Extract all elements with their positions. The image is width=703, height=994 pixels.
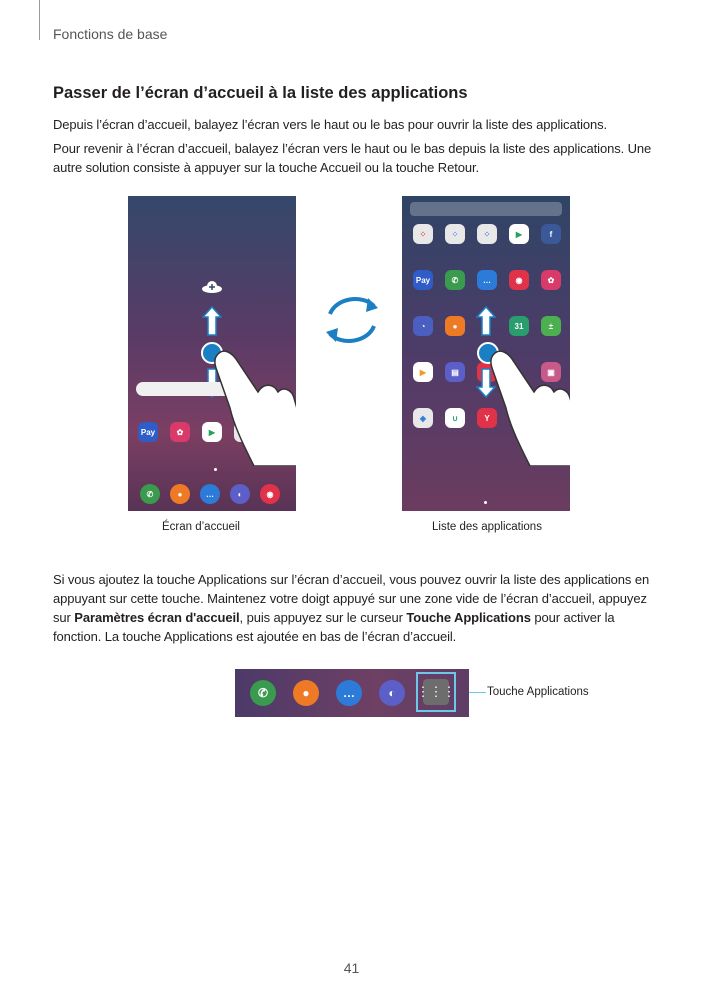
internet-icon: ◐ xyxy=(230,484,250,504)
hand-icon xyxy=(214,346,296,471)
caption-apps-list: Liste des applications xyxy=(432,521,542,533)
paragraph-3 xyxy=(53,570,653,646)
page-number: 41 xyxy=(343,960,360,976)
messages-icon: … xyxy=(200,484,220,504)
hand-icon xyxy=(490,346,570,471)
margin-rule xyxy=(39,0,40,40)
notes-icon: ▤ xyxy=(445,362,465,382)
paragraph-3-text: , puis appuyez sur le curseur xyxy=(239,610,407,625)
caption-apps-button: Touche Applications xyxy=(487,686,589,698)
contacts-icon: ● xyxy=(445,316,465,336)
page-indicator xyxy=(484,501,487,504)
store-icon: ▣ xyxy=(541,362,561,382)
gallery-icon: ✿ xyxy=(170,422,190,442)
switch-arrows-icon xyxy=(322,290,382,355)
clock-icon: ◔ xyxy=(413,316,433,336)
apps-button-highlight xyxy=(416,672,456,712)
play-store-icon: ▶ xyxy=(202,422,222,442)
samsung-pay-icon: Pay xyxy=(138,422,158,442)
internet-icon: ◐ xyxy=(379,680,405,706)
google-folder-icon: ⁘ xyxy=(445,224,465,244)
swipe-up-arrow-icon xyxy=(202,306,222,341)
calculator-icon: ± xyxy=(541,316,561,336)
phone-icon: ✆ xyxy=(445,270,465,290)
section-header: Fonctions de base xyxy=(53,26,168,42)
apps-grid-icon: ⋮⋮⋮ xyxy=(423,679,449,705)
phone-icon: ✆ xyxy=(140,484,160,504)
callout-line xyxy=(469,692,486,693)
paragraph-2: Pour revenir à l’écran d’accueil, balayez l’écran vers le haut ou le bas depuis la liste des applications. Une autre solution consiste à appuyer sur la touche Accueil ou la touche Retour. xyxy=(53,141,652,175)
swipe-up-arrow-icon xyxy=(476,306,496,341)
cloud-upload-icon xyxy=(201,280,223,292)
samsung-folder-icon: ⁘ xyxy=(413,224,433,244)
paragraph-3-text: pour activer la fonction. La touche Applications est ajoutée en bas de l’écran d’accueil. xyxy=(53,610,615,644)
camera-icon: ◉ xyxy=(260,484,280,504)
caption-home-screen: Écran d’accueil xyxy=(162,521,240,533)
camera-icon: ◉ xyxy=(509,270,529,290)
apps-list-illustration xyxy=(402,196,570,511)
gallery-icon: ✿ xyxy=(541,270,561,290)
video-icon: ▶ xyxy=(413,362,433,382)
samsung-pay-icon: Pay xyxy=(413,270,433,290)
youtube-icon: Y xyxy=(477,408,497,428)
finder-search-bar xyxy=(410,202,562,216)
calendar-icon: 31 xyxy=(509,316,529,336)
paragraph-3-text: Si vous ajoutez la touche Applications sur l’écran d’accueil, vous pouvez ouvrir la liste des applications en appuyant sur cette touche. Maintenez votre doigt appuyé sur une zone vide de l’écran d’accueil, appuyez sur xyxy=(53,572,650,625)
health-icon: ∪ xyxy=(445,408,465,428)
smart-switch-icon: ◈ xyxy=(413,408,433,428)
contacts-icon: ● xyxy=(293,680,319,706)
messages-icon: … xyxy=(336,680,362,706)
dock-illustration xyxy=(235,669,469,717)
play-store-icon: ▶ xyxy=(509,224,529,244)
switch-name-bold: Touche Applications xyxy=(406,610,531,625)
messages-icon: … xyxy=(477,270,497,290)
settings-name-bold: Paramètres écran d'accueil xyxy=(74,610,240,625)
contacts-icon: ● xyxy=(170,484,190,504)
page-title: Passer de l’écran d’accueil à la liste des applications xyxy=(53,84,468,102)
microsoft-folder-icon: ⁘ xyxy=(477,224,497,244)
phone-icon: ✆ xyxy=(250,680,276,706)
paragraph-1: Depuis l’écran d’accueil, balayez l’écran vers le haut ou le bas pour ouvrir la liste des applications. xyxy=(53,117,608,132)
home-screen-illustration xyxy=(128,196,296,511)
facebook-icon: f xyxy=(541,224,561,244)
